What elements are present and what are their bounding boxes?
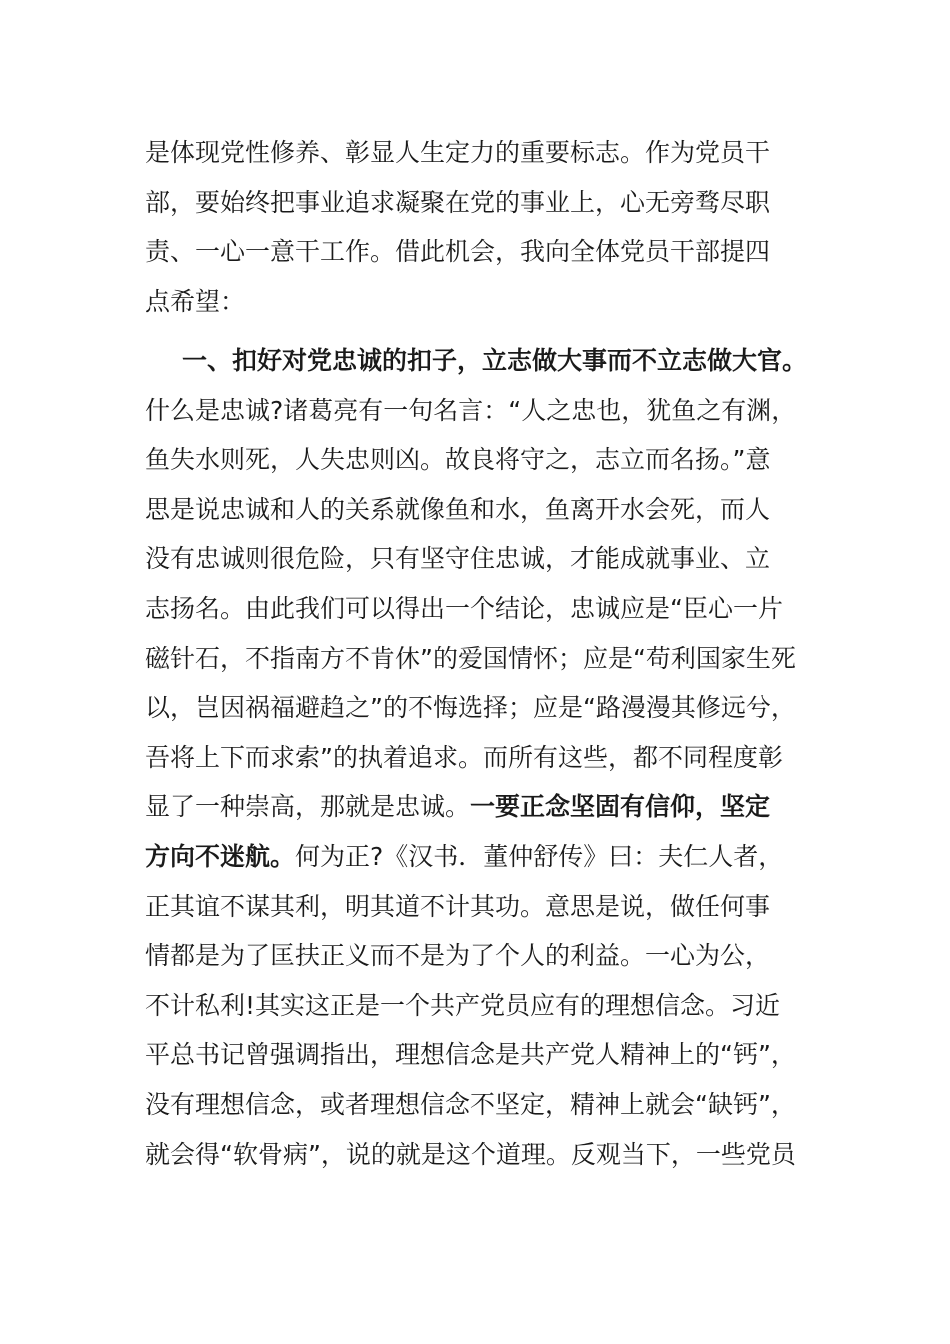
text-line: 平总书记曾强调指出，理想信念是共产党人精神上的“钙”， bbox=[145, 1040, 796, 1070]
text-line: 志扬名。由此我们可以得出一个结论，忠诚应是“臣心一片 bbox=[145, 593, 783, 623]
section-heading: 一、扣好对党忠诚的扣子，立志做大事而不立志做大官。 bbox=[182, 346, 808, 375]
text-line: 没有理想信念，或者理想信念不坚定，精神上就会“缺钙”， bbox=[145, 1089, 796, 1119]
text-line: 情都是为了匡扶正义而不是为了个人的利益。一心为公， bbox=[145, 941, 771, 971]
paragraph-intro bbox=[145, 128, 810, 326]
text-segment: 何为正?《汉书．董仲舒传》曰：夫仁人者， bbox=[295, 841, 784, 871]
text-line: 就会得“软骨病”，说的就是这个道理。反观当下，一些党员 bbox=[145, 1139, 796, 1169]
text-line: 思是说忠诚和人的关系就像鱼和水，鱼离开水会死，而人 bbox=[145, 494, 771, 524]
text-line: 以，岂因祸福避趋之”的不悔选择；应是“路漫漫其修远兮， bbox=[145, 693, 796, 723]
text-segment: 显了一种崇高，那就是忠诚。 bbox=[145, 792, 471, 822]
text-line-mixed bbox=[145, 832, 810, 882]
text-line: 磁针石，不指南方不肯休”的爱国情怀；应是“苟利国家生死 bbox=[145, 643, 796, 673]
text-line: 点希望： bbox=[145, 286, 246, 316]
text-line: 没有忠诚则很危险，只有坚守住忠诚，才能成就事业、立 bbox=[145, 544, 771, 574]
text-line: 鱼失水则死，人失忠则凶。故良将守之，志立而名扬。”意 bbox=[145, 445, 771, 475]
text-line: 正其谊不谋其利，明其道不计其功。意思是说，做任何事 bbox=[145, 891, 771, 921]
paragraph-loyalty bbox=[145, 336, 810, 1179]
text-line: 吾将上下而求索”的执着追求。而所有这些，都不同程度彰 bbox=[145, 742, 783, 772]
text-line: 部，要始终把事业追求凝聚在党的事业上，心无旁骛尽职 bbox=[145, 187, 771, 217]
bold-point-one: 一要正念坚固有信仰，坚定 bbox=[470, 792, 771, 822]
text-line: 是体现党性修养、彰显人生定力的重要标志。作为党员干 bbox=[145, 138, 771, 167]
text-line: 不计私利!其实这正是一个共产党员应有的理想信念。习近 bbox=[145, 990, 781, 1020]
text-line-mixed bbox=[145, 782, 810, 832]
text-line: 什么是忠诚?诸葛亮有一句名言：“人之忠也，犹鱼之有渊， bbox=[145, 395, 797, 425]
bold-point-one-end: 方向不迷航。 bbox=[145, 841, 296, 871]
text-line: 责、一心一意干工作。借此机会，我向全体党员干部提四 bbox=[145, 237, 771, 267]
